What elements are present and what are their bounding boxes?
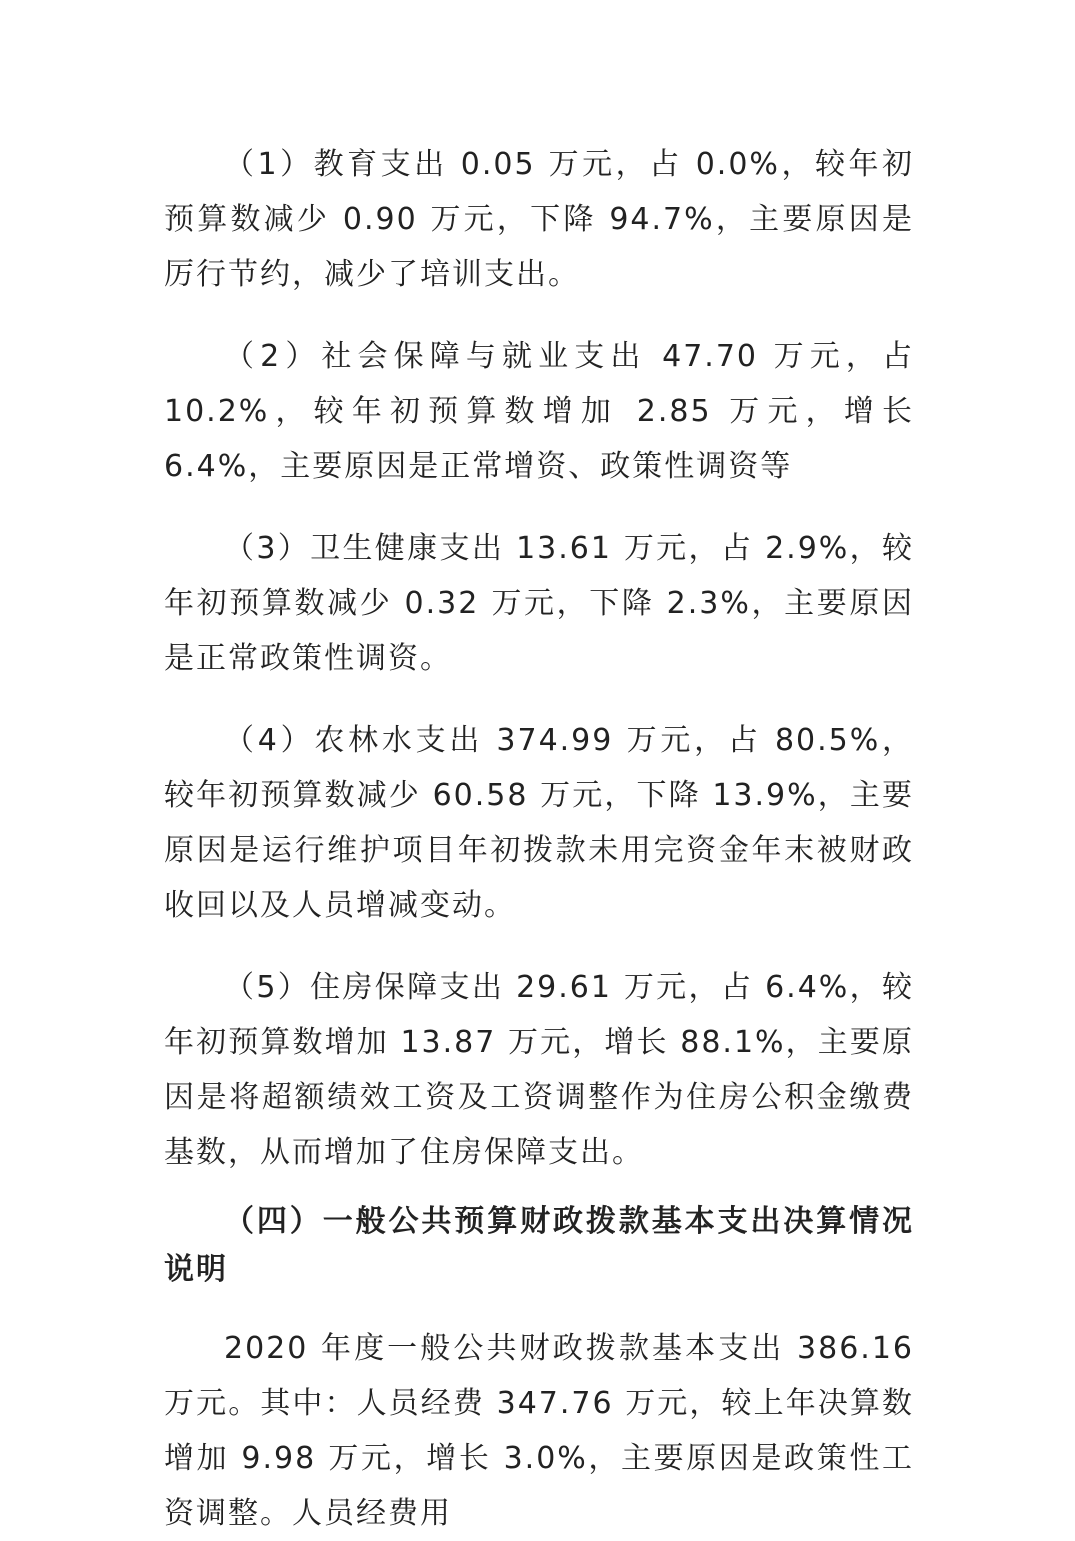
paragraph-agriculture: （4）农林水支出 374.99 万元，占 80.5%，较年初预算数减少 60.58 万元，下降 13.9%，主要原因是运行维护项目年初拨款未用完资金年末被财政收回以及人员增减变动。 <box>164 723 914 923</box>
paragraph-health: （3）卫生健康支出 13.61 万元，占 2.9%，较年初预算数减少 0.32 万元，下降 2.3%，主要原因是正常政策性调资。 <box>164 531 914 676</box>
paragraph-social-security: （2）社会保障与就业支出 47.70 万元，占 10.2%，较年初预算数增加 2.85 万元，增长 6.4%，主要原因是正常增资、政策性调资等 <box>164 339 914 484</box>
paragraph-education: （1）教育支出 0.05 万元，占 0.0%，较年初预算数减少 0.90 万元，下降 94.7%，主要原因是厉行节约，减少了培训支出。 <box>164 147 914 292</box>
document-page <box>164 137 914 1541</box>
paragraph-housing: （5）住房保障支出 29.61 万元，占 6.4%，较年初预算数增加 13.87 万元，增长 88.1%，主要原因是将超额绩效工资及工资调整作为住房公积金缴费基数，从而增加了住房保障支出。 <box>164 970 914 1170</box>
section-heading: （四）一般公共预算财政拨款基本支出决算情况说明 <box>164 1204 914 1287</box>
paragraph-basic-expenditure: 2020 年度一般公共财政拨款基本支出 386.16 万元。其中：人员经费 347.76 万元，较上年决算数增加 9.98 万元，增长 3.0%，主要原因是政策性工资调整。人员经费用 <box>164 1331 914 1531</box>
